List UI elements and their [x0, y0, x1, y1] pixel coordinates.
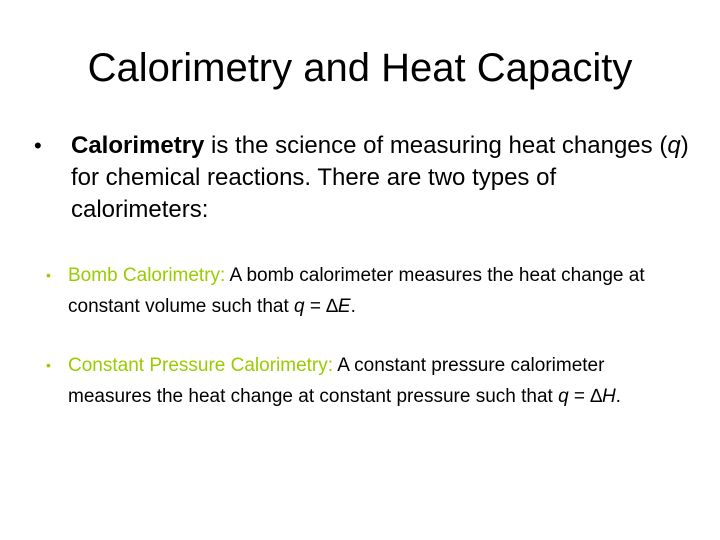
term-calorimetry: Calorimetry — [71, 132, 205, 159]
sub-bullet-text: A constant pressure calorimeter measures the heat change at constant pressure such that — [68, 355, 605, 407]
bullet-list — [34, 130, 694, 226]
equals-sign: = — [304, 296, 327, 317]
bullet-text: is the science of measuring heat changes ( — [204, 132, 668, 159]
period: . — [615, 386, 621, 407]
bullet-text: ) for chemical reactions. There are two types of calorimeters: — [71, 132, 689, 223]
sub-bullet-list — [46, 260, 686, 440]
sub-bullet-bomb-calorimetry — [46, 260, 686, 322]
variable-q: q — [558, 386, 569, 407]
sub-bullet-heading: Constant Pressure Calorimetry: — [68, 355, 334, 376]
sub-bullet-marker: • — [46, 267, 51, 283]
slide-title: Calorimetry and Heat Capacity — [87, 46, 633, 90]
variable-q: q — [294, 296, 305, 317]
delta-symbol: ∆ — [326, 296, 338, 317]
sub-bullet-text: A bomb calorimeter measures the heat change at constant volume such that — [68, 265, 645, 317]
delta-symbol: ∆ — [590, 386, 602, 407]
variable-h: H — [601, 386, 616, 407]
sub-bullet-constant-pressure — [46, 350, 686, 412]
sub-bullet-marker: • — [46, 357, 51, 373]
variable-e: E — [337, 296, 351, 317]
bullet-calorimetry — [34, 130, 694, 226]
period: . — [350, 296, 356, 317]
bullet-marker: • — [34, 133, 42, 158]
variable-q: q — [667, 132, 681, 159]
sub-bullet-heading: Bomb Calorimetry: — [68, 265, 226, 286]
equals-sign: = — [568, 386, 591, 407]
